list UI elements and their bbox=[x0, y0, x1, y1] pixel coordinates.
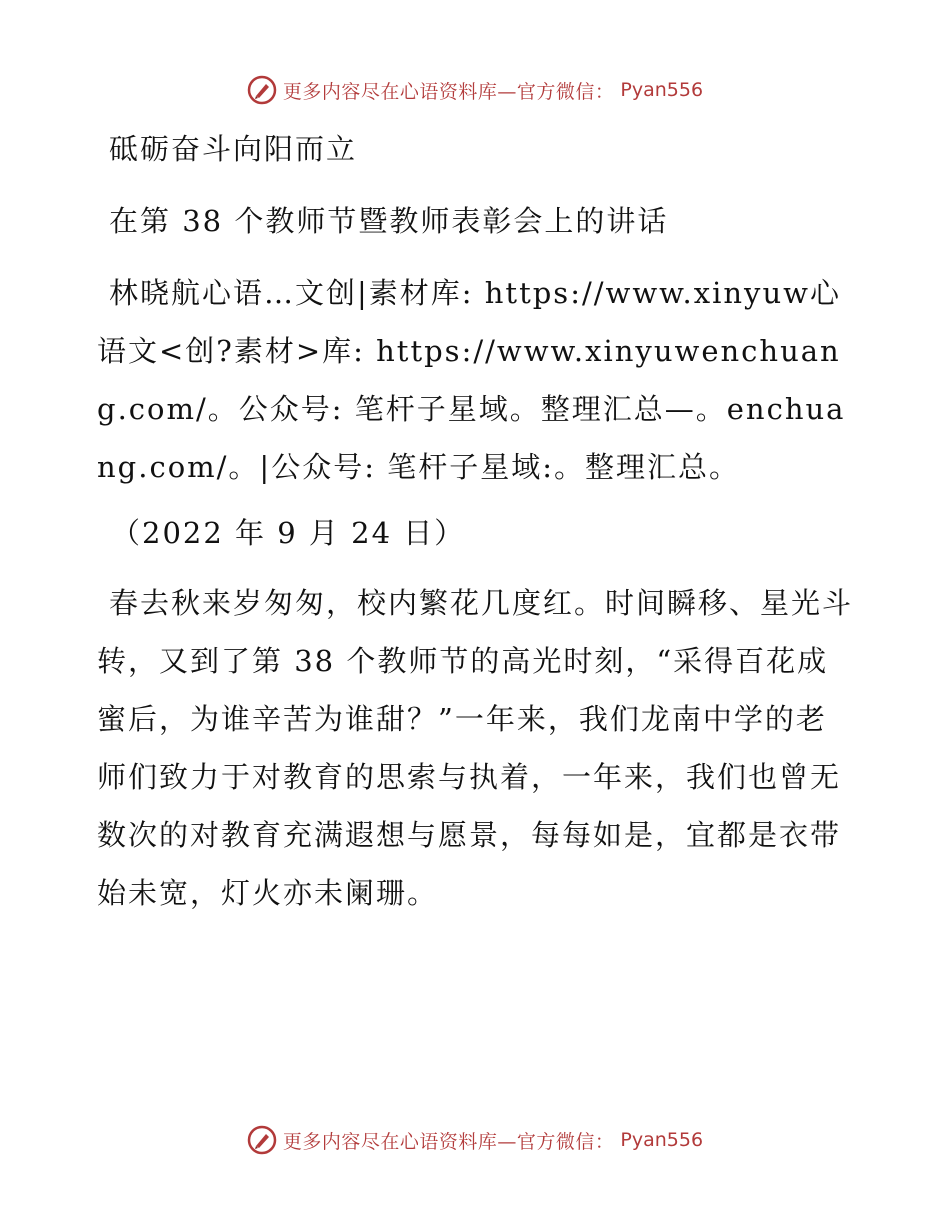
header-banner-text: 更多内容尽在心语资料库—官方微信： bbox=[282, 80, 615, 103]
footer-banner bbox=[0, 1120, 950, 1160]
footer-banner-contact: Pyan556 bbox=[620, 1129, 704, 1151]
body-paragraph: 春去秋来岁匆匆，校内繁花几度红。时间瞬移、星光斗转，又到了第 38 个教师节的高光时刻，“采得百花成蜜后，为谁辛苦为谁甜？”一年来，我们龙南中学的老师们致力于对教育的思索与执着，一年来，我们也曾无数次的对教育充满遐想与愿景，每每如是，宜都是衣带始未宽，灯火亦未阑珊。 bbox=[97, 586, 854, 910]
pen-logo-icon bbox=[247, 75, 277, 105]
document-subtitle: 在第 38 个教师节暨教师表彰会上的讲话 bbox=[109, 204, 669, 238]
document-title: 砥砺奋斗向阳而立 bbox=[109, 132, 358, 166]
header-banner bbox=[0, 70, 950, 110]
footer-banner-text: 更多内容尽在心语资料库—官方微信： bbox=[282, 1130, 615, 1153]
speech-date: （2022 年 9 月 24 日） bbox=[111, 516, 466, 550]
document-body bbox=[97, 120, 857, 930]
pen-logo-icon bbox=[247, 1125, 277, 1155]
header-banner-contact: Pyan556 bbox=[620, 79, 704, 101]
author-line: 林晓航心语…文创|素材库: https://www.xinyuw心语文<创?素材>库: https://www.xinyuwenchuang.com/。公众号: 笔杆子星域。整理汇总—。enchuang.com/。|公众号: 笔杆子星域:。整理汇总。 bbox=[97, 276, 846, 484]
